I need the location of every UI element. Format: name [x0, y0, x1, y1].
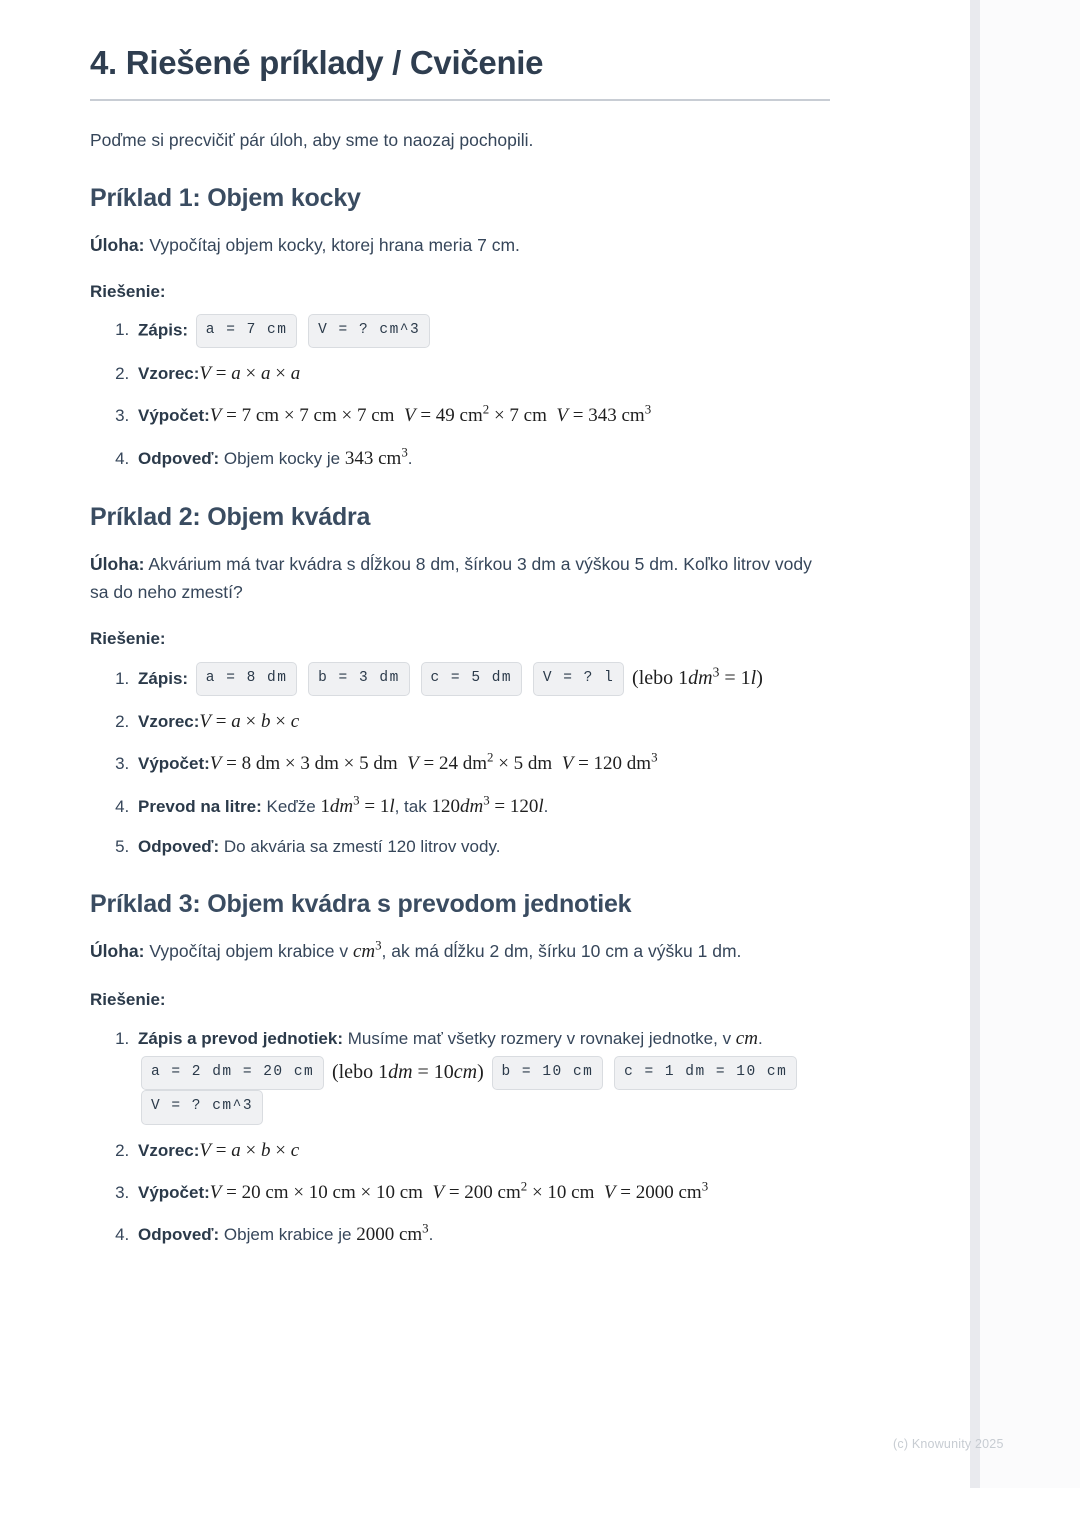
- vypocet-label: Výpočet:: [138, 406, 210, 426]
- list-item: [134, 1134, 830, 1167]
- footer-credit: (c) Knowunity 2025: [893, 1437, 1004, 1451]
- uloha-label: Úloha:: [90, 235, 145, 256]
- example-3-answer: Objem krabice je 2000 $cm^3$.: [223, 1221, 434, 1246]
- list-item: [134, 314, 830, 348]
- vzorec-label: Vzorec:: [138, 364, 200, 384]
- example-3-solution-label: Riešenie:: [90, 989, 166, 1009]
- list-item: [134, 399, 830, 432]
- example-3-task: [90, 937, 830, 968]
- example-3-zapis-note: (lebo 1dm = 10cm): [331, 1060, 484, 1083]
- odpoved-label: Odpoveď:: [138, 448, 220, 468]
- list-item: [134, 661, 830, 697]
- example-1-formula: V = a × a × a: [199, 363, 301, 385]
- vzorec-label: Vzorec:: [138, 712, 200, 732]
- list-item: [134, 442, 830, 475]
- zapis-label: Zápis:: [138, 668, 189, 688]
- code-chip: c = 5 dm: [421, 662, 523, 696]
- example-1-answer: Objem kocky je 343 $cm^3$.: [223, 444, 413, 469]
- example-2-task: [90, 550, 830, 607]
- list-item: [134, 1176, 830, 1209]
- example-3-zapis-intro: Musíme mať všetky rozmery v rovnakej jednotke, v cm.: [347, 1027, 763, 1049]
- example-2-zapis-note: (lebo $1dm^3 = 1l$): [632, 663, 763, 689]
- page-right-margin: [980, 0, 1080, 1488]
- page-right-edge-strip: [970, 0, 980, 1488]
- uloha-label: Úloha:: [90, 553, 145, 574]
- list-item: [134, 790, 830, 823]
- code-chip: a = 8 dm: [196, 662, 298, 696]
- example-1-steps: [90, 314, 830, 475]
- list-item: [134, 1022, 830, 1125]
- example-1-calculation: V = 7 cm × 7 cm × 7 cm V = 49 $cm^2 \times 7$ cm V = 343 $cm^3$: [209, 402, 652, 427]
- example-2-task-text: Akvárium má tvar kvádra s dĺžkou 8 dm, šírkou 3 dm a výškou 5 dm. Koľko litrov vody sa do neho zmestí?: [90, 553, 812, 603]
- example-3-calculation: V = 20 cm × 10 cm × 10 cm V = 200 $cm^2 \times 10$ cm V = 2000 $cm^3$: [209, 1178, 709, 1204]
- list-item: [134, 357, 830, 390]
- page-title: 4. Riešené príklady / Cvičenie: [90, 44, 544, 81]
- zapis-label: Zápis:: [138, 320, 189, 340]
- document-content: [90, 42, 830, 1280]
- example-2-answer: Do akvária sa zmestí 120 litrov vody.: [223, 836, 501, 856]
- example-1-heading: Príklad 1: Objem kocky: [90, 184, 361, 213]
- zapis-prevod-label: Zápis a prevod jednotiek:: [138, 1028, 343, 1048]
- list-item: [134, 705, 830, 738]
- prevod-label: Prevod na litre:: [138, 796, 262, 816]
- code-chip: V = ? cm^3: [141, 1090, 263, 1124]
- code-chip: a = 7 cm: [196, 314, 298, 348]
- example-1-solution-label: Riešenie:: [90, 281, 166, 301]
- example-3-heading: Príklad 3: Objem kvádra s prevodom jednotiek: [90, 889, 632, 918]
- list-item: [134, 1218, 830, 1251]
- example-2-calculation: V = 8 dm × 3 dm × 5 dm V = 24 $dm^2 \times 5$ dm V = 120 $dm^3$: [209, 750, 658, 775]
- example-2-steps: [90, 661, 830, 862]
- list-item: [134, 747, 830, 780]
- title-divider: [90, 99, 830, 101]
- example-2-formula: V = a × b × c: [199, 711, 300, 733]
- code-chip: a = 2 dm = 20 cm: [141, 1056, 324, 1090]
- code-chip: V = ? l: [533, 662, 624, 696]
- example-3-formula: V = a × b × c: [199, 1139, 300, 1161]
- odpoved-label: Odpoveď:: [138, 836, 220, 856]
- list-item: [134, 832, 830, 862]
- code-chip: b = 10 cm: [492, 1056, 604, 1090]
- example-3-steps: [90, 1022, 830, 1252]
- code-chip: c = 1 dm = 10 cm: [614, 1056, 797, 1090]
- example-1-task: [90, 231, 830, 259]
- page-bottom-strip: [0, 1488, 1080, 1528]
- vypocet-label: Výpočet:: [138, 754, 210, 774]
- example-2-solution-label: Riešenie:: [90, 628, 166, 648]
- example-2-conversion: Keďže $1dm^3 = 1l$, tak $120dm^3 = 120l$.: [266, 792, 549, 817]
- uloha-label: Úloha:: [90, 940, 145, 961]
- vypocet-label: Výpočet:: [138, 1183, 210, 1203]
- code-chip: b = 3 dm: [308, 662, 410, 696]
- odpoved-label: Odpoveď:: [138, 1225, 220, 1245]
- example-3-task-text: Vypočítaj objem krabice v $cm^3$, ak má dĺžku 2 dm, šírku 10 cm a výšku 1 dm.: [149, 937, 742, 962]
- code-chip: V = ? cm^3: [308, 314, 430, 348]
- vzorec-label: Vzorec:: [138, 1140, 200, 1160]
- example-1-task-text: Vypočítaj objem kocky, ktorej hrana meria 7 cm.: [149, 235, 520, 256]
- intro-paragraph: Poďme si precvičiť pár úloh, aby sme to naozaj pochopili.: [90, 130, 534, 151]
- example-2-heading: Príklad 2: Objem kvádra: [90, 502, 371, 531]
